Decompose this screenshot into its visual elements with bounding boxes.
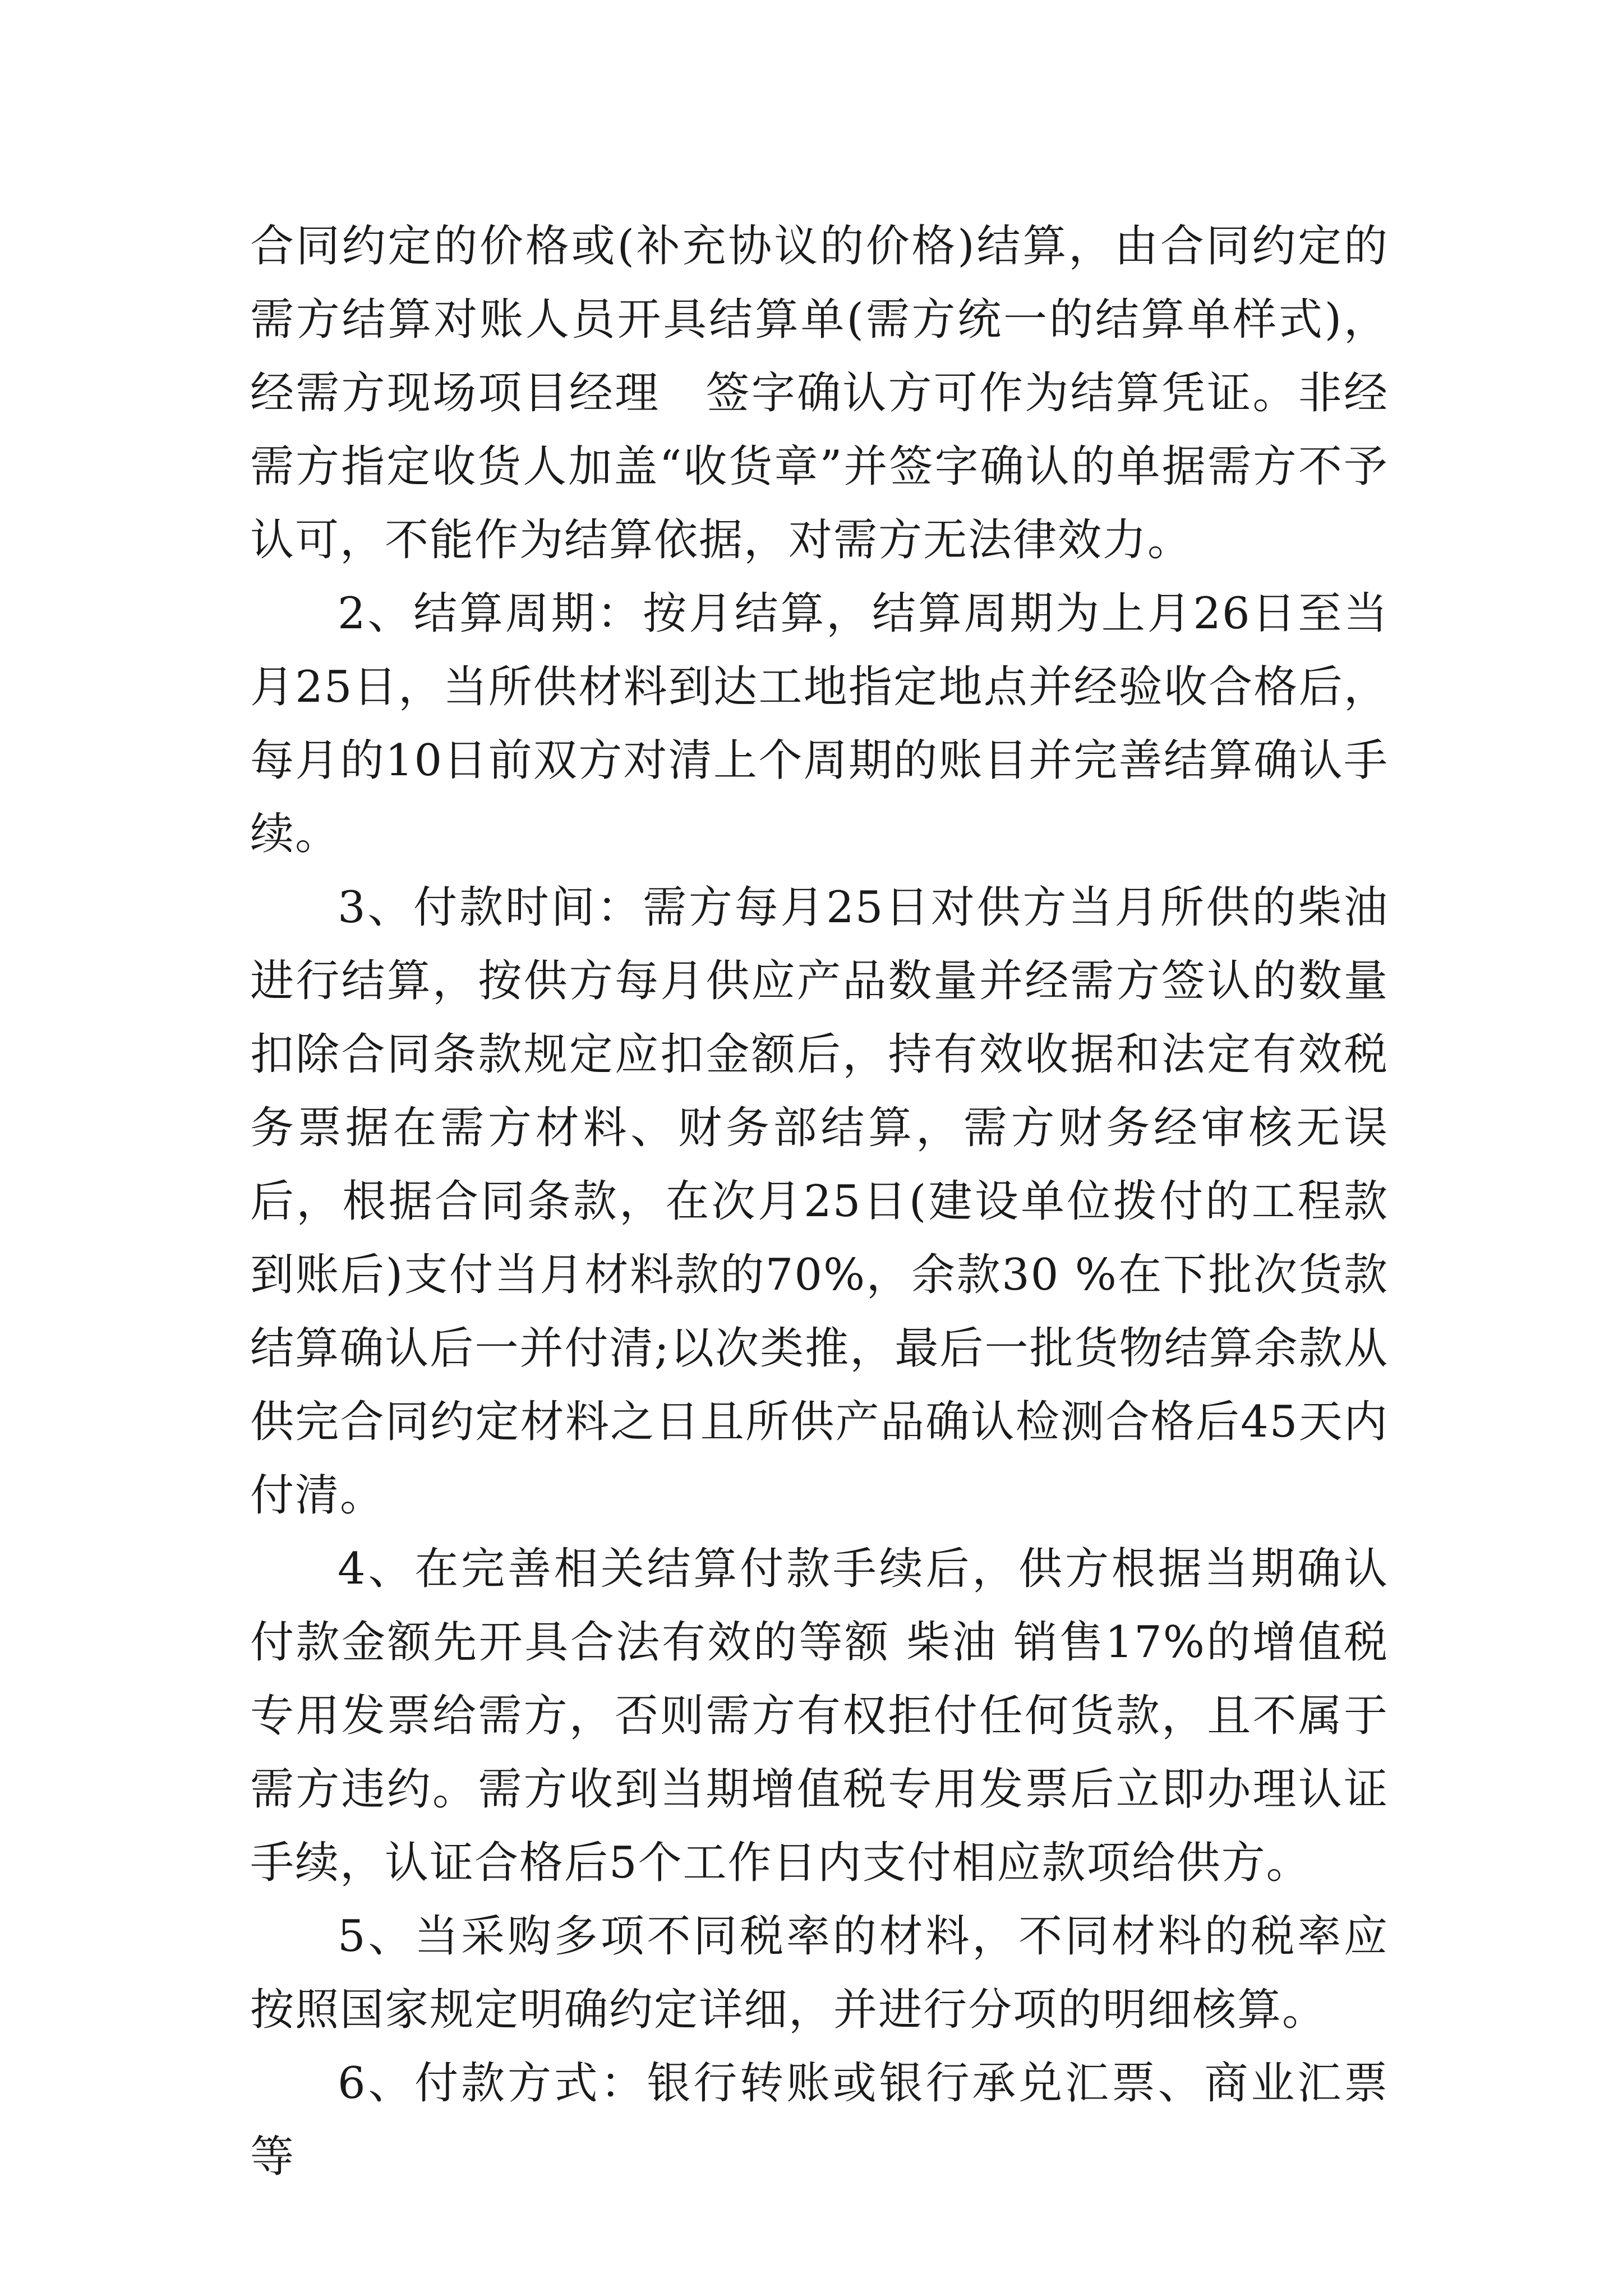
paragraph-settlement-period: 2、结算周期：按月结算，结算周期为上月26日至当月25日，当所供材料到达工地指定地点并经验收合格后，每月的10日前双方对清上个周期的账目并完善结算确认手续。 xyxy=(250,588,1389,859)
paragraph-settlement-basis: 合同约定的价格或(补充协议的价格)结算，由合同约定的需方结算对账人员开具结算单(需方统一的结算单样式)，经需方现场项目经理 签字确认方可作为结算凭证。非经需方指定收货人加盖“收货章”并签字确认的单据需方不予认可，不能作为结算依据，对需方无法律效力。 xyxy=(250,221,1389,565)
paragraph-payment-method: 6、付款方式：银行转账或银行承兑汇票、商业汇票等 xyxy=(250,2058,1389,2182)
paragraph-invoice: 4、在完善相关结算付款手续后，供方根据当期确认付款金额先开具合法有效的等额 柴油 销售17%的增值税专用发票给需方，否则需方有权拒付任何货款，且不属于需方违约。需方收到当期增值税专用发票后立即办理认证手续，认证合格后5个工作日内支付相应款项给供方。 xyxy=(250,1544,1389,1888)
paragraph-payment-time: 3、付款时间：需方每月25日对供方当月所供的柴油进行结算，按供方每月供应产品数量并经需方签认的数量扣除合同条款规定应扣金额后，持有效收据和法定有效税务票据在需方材料、财务部结算，需方财务经审核无误后，根据合同条款，在次月25日(建设单位拨付的工程款到账后)支付当月材料款的70%，余款30 %在下批次货款结算确认后一并付清;以次类推，最后一批货物结算余款从供完合同约定材料之日且所供产品确认检测合格后45天内付清。 xyxy=(250,882,1389,1521)
document-body xyxy=(250,210,1389,2194)
paragraph-tax-rates: 5、当采购多项不同税率的材料，不同材料的税率应按照国家规定明确约定详细，并进行分项的明细核算。 xyxy=(250,1911,1389,2035)
